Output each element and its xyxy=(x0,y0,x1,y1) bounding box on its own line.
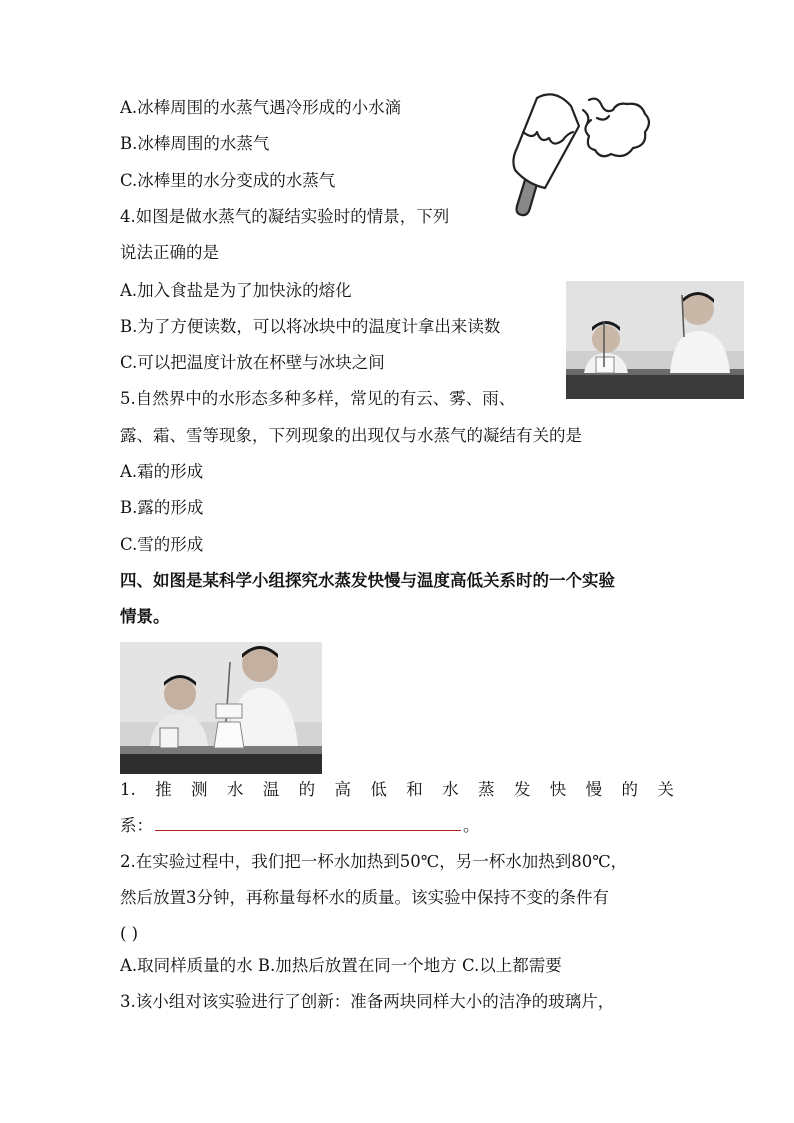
experiment-photo-q4 xyxy=(566,281,744,399)
section4-title-line2: 情景。 xyxy=(120,607,170,626)
q3-option-a: A.冰棒周围的水蒸气遇冷形成的小水滴 xyxy=(120,98,402,117)
s4q1-suffix: 。 xyxy=(463,816,480,835)
s4q1-char: 1. xyxy=(120,780,136,799)
s4q1-line2 xyxy=(120,815,480,837)
q3-option-c: C.冰棒里的水分变成的水蒸气 xyxy=(120,171,336,190)
s4q3-line1: 3.该小组对该实验进行了创新：准备两块同样大小的洁净的玻璃片， xyxy=(120,992,615,1011)
s4q1-prefix: 系： xyxy=(120,816,153,835)
q5-stem-line1: 5.自然界中的水形态多种多样，常见的有云、雾、雨、 xyxy=(120,389,516,408)
s4q1-char: 的 xyxy=(621,780,638,799)
s4q1-char: 和 xyxy=(406,780,423,799)
q4-option-b: B.为了方便读数，可以将冰块中的温度计拿出来读数 xyxy=(120,317,501,336)
s4q1-char: 温 xyxy=(262,780,280,799)
q4-option-a: A.加入食盐是为了加快泳的熔化 xyxy=(120,281,352,300)
s4q1-char: 慢 xyxy=(585,780,603,799)
s4q1-char: 发 xyxy=(513,780,531,799)
s4q2-line1: 2.在实验过程中，我们把一杯水加热到50℃，另一杯水加热到80℃， xyxy=(120,852,628,871)
s4q1-char: 快 xyxy=(549,780,567,799)
s4q1-char: 的 xyxy=(298,780,316,799)
s4q1-char: 水 xyxy=(226,780,244,799)
s4q1-char: 测 xyxy=(191,780,208,799)
q4-stem-line1: 4.如图是做水蒸气的凝结实验时的情景，下列 xyxy=(120,207,450,226)
q5-option-a: A.霜的形成 xyxy=(120,462,204,481)
q3-option-b: B.冰棒周围的水蒸气 xyxy=(120,134,270,153)
q5-option-b: B.露的形成 xyxy=(120,498,204,517)
s4q1-char: 高 xyxy=(334,780,351,799)
s4q1-char: 蒸 xyxy=(478,780,495,799)
s4q1-char: 推 xyxy=(155,780,172,799)
s4q2-options: A.取同样质量的水 B.加热后放置在同一个地方 C.以上都需要 xyxy=(120,956,562,975)
s4q1-line1 xyxy=(120,779,674,801)
s4q2-line2: 然后放置3分钟，再称量每杯水的质量。该实验中保持不变的条件有 xyxy=(120,888,609,907)
s4q1-char: 低 xyxy=(370,780,387,799)
s4q1-char: 水 xyxy=(442,780,459,799)
q5-option-c: C.雪的形成 xyxy=(120,535,204,554)
section4-title-line1: 四、如图是某科学小组探究水蒸发快慢与温度高低关系时的一个实验 xyxy=(120,571,615,590)
popsicle-illustration xyxy=(505,88,655,218)
s4q2-answer-paren[interactable]: ( ) xyxy=(120,924,139,943)
q4-stem-line2: 说法正确的是 xyxy=(120,243,219,262)
answer-blank[interactable] xyxy=(155,816,461,831)
evaporation-experiment-photo xyxy=(120,642,322,774)
s4q1-char: 关 xyxy=(657,780,674,799)
q4-option-c: C.可以把温度计放在杯壁与冰块之间 xyxy=(120,353,385,372)
q5-stem-line2: 露、霜、雪等现象，下列现象的出现仅与水蒸气的凝结有关的是 xyxy=(120,426,582,445)
